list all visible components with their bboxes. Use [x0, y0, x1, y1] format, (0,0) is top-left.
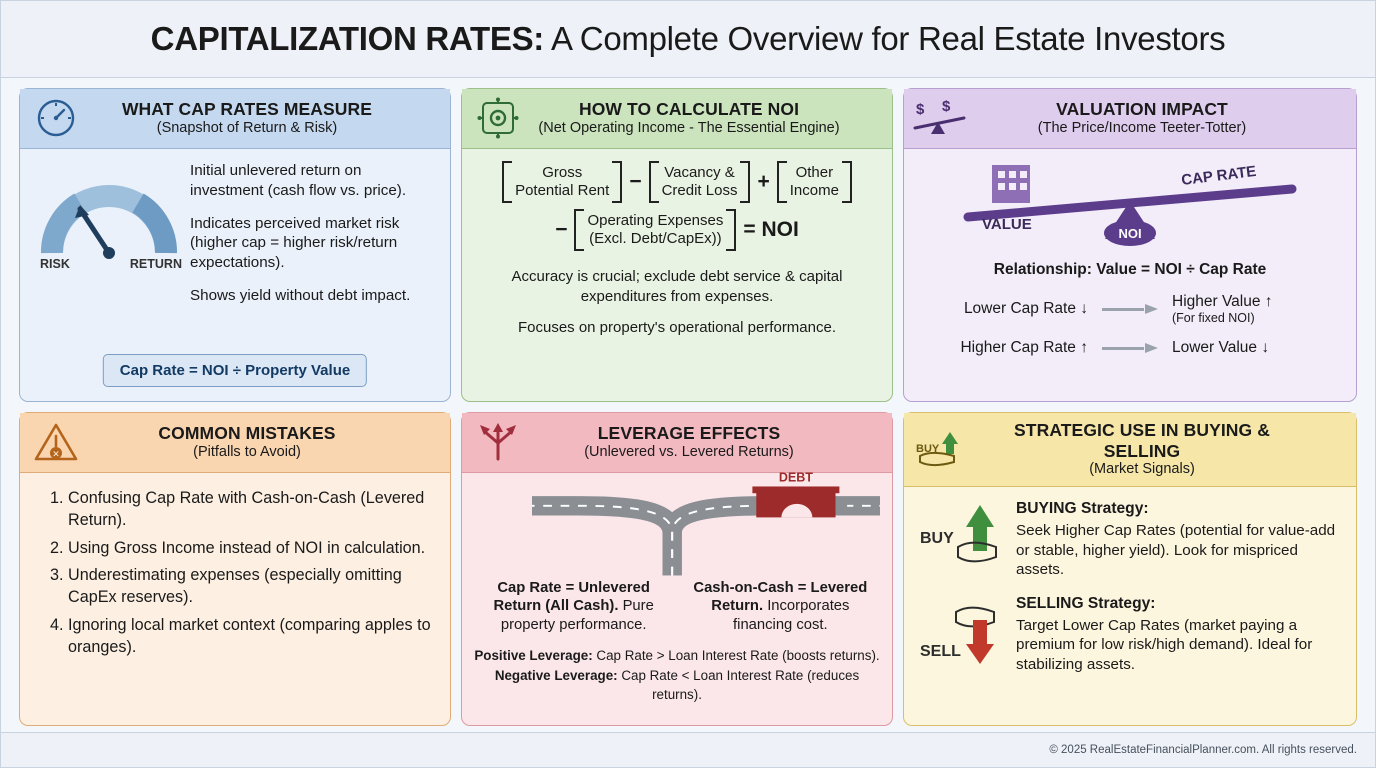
mistakes-list [42, 487, 432, 659]
cap-rate-formula: Cap Rate = NOI ÷ Property Value [103, 354, 367, 387]
buy-up-arrow-hand-icon [918, 499, 1004, 573]
card-header-text [532, 99, 880, 137]
selling-strategy-text [1016, 594, 1342, 674]
gauge-left-label: RISK [40, 257, 70, 271]
value-caprate-seesaw [918, 155, 1342, 259]
card-grid [1, 78, 1375, 732]
card-subtitle: (Net Operating Income - The Essential Engine) [538, 119, 840, 136]
valuation-row-left: Higher Cap Rate ↑ [960, 339, 1088, 356]
gauge-labels [40, 257, 182, 271]
list-item: 2. Using Gross Income instead of NOI in calculation. [68, 537, 432, 559]
seesaw-left-label: VALUE [982, 216, 1032, 233]
svg-text:$: $ [916, 101, 925, 118]
seesaw-right-label: CAP RATE [1180, 162, 1258, 189]
page-title [151, 20, 1226, 58]
term-text [512, 161, 612, 203]
card-subtitle: (Market Signals) [1089, 461, 1195, 478]
noi-result: = NOI [743, 218, 799, 241]
valuation-relationship: Relationship: Value = NOI ÷ Cap Rate [993, 261, 1267, 278]
measure-point: Initial unlevered return on investment (cash flow vs. price). [190, 162, 407, 199]
buy-hand-icon [916, 427, 964, 471]
debt-label: DEBT [778, 470, 813, 485]
svg-text:✕: ✕ [52, 449, 60, 459]
card-what-cap-rates-measure [19, 88, 451, 402]
operator-plus: + [757, 170, 770, 193]
sell-down-arrow-hand-icon [918, 594, 1004, 668]
buy-badge: BUY [920, 530, 954, 548]
term-line: (Excl. Debt/CapEx)) [589, 230, 722, 247]
valuation-row [918, 293, 1342, 325]
bracket-right [726, 209, 736, 251]
leverage-col-bold: Cash-on-Cash = Levered Return. [693, 580, 868, 615]
valuation-row-left: Lower Cap Rate ↓ [963, 300, 1088, 317]
page-title-strong: CAPITALIZATION RATES: [150, 20, 544, 57]
gauge-icon [32, 96, 80, 140]
arrow-right-icon [1102, 304, 1158, 314]
card-title: STRATEGIC USE IN BUYING & SELLING [1014, 420, 1270, 461]
card-header [904, 413, 1356, 487]
card-body [20, 473, 450, 725]
measure-point: Indicates perceived market risk (higher cap = higher risk/return expectations). [190, 214, 400, 271]
card-title: LEVERAGE EFFECTS [597, 423, 781, 444]
list-item: 4. Ignoring local market context (comparing apples to oranges). [68, 614, 432, 659]
leverage-note-label: Negative Leverage: [494, 667, 618, 683]
card-body [904, 149, 1356, 401]
operator-minus: − [555, 218, 568, 241]
term-text [659, 161, 741, 203]
valuation-row-right: Lower Value ↓ [1172, 339, 1270, 356]
noi-note: Accuracy is crucial; exclude debt service & capital expenditures from expenses. [511, 268, 843, 305]
card-header [462, 89, 892, 149]
card-how-to-calculate-noi [461, 88, 893, 402]
card-leverage-effects [461, 412, 893, 726]
buying-strategy-text [1016, 499, 1342, 579]
term-text [787, 161, 842, 203]
card-header-text [90, 423, 438, 461]
card-title: WHAT CAP RATES MEASURE [121, 99, 373, 120]
card-header-text [532, 423, 880, 461]
card-subtitle: (The Price/Income Teeter-Totter) [1037, 119, 1247, 136]
list-item: 1. Confusing Cap Rate with Cash-on-Cash (Levered Return). [68, 487, 432, 532]
svg-text:$: $ [942, 98, 951, 115]
leverage-notes [474, 646, 880, 704]
list-item: 3. Underestimating expenses (especially omitting CapEx reserves). [68, 564, 432, 609]
road-fork-diagram [474, 470, 880, 577]
valuation-row [918, 339, 1342, 357]
card-title: VALUATION IMPACT [1056, 99, 1228, 120]
card-header-text [974, 420, 1344, 478]
leverage-note [474, 646, 880, 665]
svg-text:BUY: BUY [916, 443, 940, 456]
card-subtitle: (Snapshot of Return & Risk) [156, 119, 338, 136]
bracket-right [612, 161, 622, 203]
page-title-light: A Complete Overview for Real Estate Investors [544, 20, 1226, 57]
seesaw-fulcrum-label: NOI [1118, 226, 1142, 241]
card-common-mistakes [19, 412, 451, 726]
selling-strategy-row [918, 594, 1342, 674]
term-line: Vacancy & [664, 164, 735, 181]
valuation-row-subnote: (For fixed NOI) [1172, 311, 1255, 325]
card-header-text [90, 99, 438, 137]
card-subtitle: (Unlevered vs. Levered Returns) [584, 443, 794, 460]
card-strategic-use [903, 412, 1357, 726]
warning-triangle-icon [32, 420, 80, 464]
bracket-left [574, 209, 584, 251]
leverage-col-text: Incorporates financing cost. [733, 598, 850, 633]
card-header-text [974, 99, 1344, 137]
leverage-column-unlevered [482, 579, 665, 634]
noi-equation-row-1 [476, 161, 878, 203]
card-header [20, 89, 450, 149]
risk-return-gauge [34, 161, 184, 291]
bracket-left [502, 161, 512, 203]
noi-term-vacancy [649, 161, 751, 203]
card-title: COMMON MISTAKES [158, 423, 336, 444]
bracket-right [842, 161, 852, 203]
noi-term-operating-expenses [574, 209, 736, 251]
term-line: Income [789, 182, 839, 199]
operator-minus: − [629, 170, 642, 193]
gear-network-icon [474, 96, 522, 140]
leverage-columns [474, 579, 880, 634]
bracket-left [649, 161, 659, 203]
selling-strategy-body: Target Lower Cap Rates (market paying a premium for low risk/high demand). Ideal for stabilizing assets. [1016, 616, 1313, 673]
term-line: Credit Loss [661, 182, 738, 199]
leverage-note [474, 666, 880, 705]
card-subtitle: (Pitfalls to Avoid) [193, 443, 301, 460]
buying-strategy-body: Seek Higher Cap Rates (potential for value-add or stable, higher yield). Look for mispriced assets. [1016, 522, 1336, 579]
leverage-col-text: Pure property performance. [500, 598, 654, 633]
valuation-row-right-wrap [1172, 293, 1342, 325]
noi-term-other-income [777, 161, 852, 203]
measure-point: Shows yield without debt impact. [190, 286, 411, 304]
bracket-left [777, 161, 787, 203]
footer [1, 732, 1375, 767]
card-header [462, 413, 892, 473]
term-line: Gross [542, 164, 583, 181]
noi-term-gross-rent [502, 161, 622, 203]
term-line: Operating Expenses [587, 212, 724, 229]
noi-note: Focuses on property's operational performance. [517, 319, 837, 336]
card-body [904, 487, 1356, 725]
gauge-right-label: RETURN [129, 257, 182, 271]
leverage-note-text: Cap Rate > Loan Interest Rate (boosts returns). [592, 648, 880, 664]
arrow-right-icon [1102, 343, 1158, 353]
sell-badge: SELL [920, 642, 961, 660]
leverage-col-bold: Cap Rate = Unlevered Return (All Cash). [493, 580, 650, 615]
card-body [462, 149, 892, 401]
term-line: Potential Rent [515, 182, 610, 199]
leverage-column-levered [689, 579, 872, 634]
card-body [462, 470, 892, 725]
noi-equation-row-2 [476, 209, 878, 251]
fork-arrows-icon [474, 420, 522, 464]
card-title: HOW TO CALCULATE NOI [578, 99, 800, 120]
card-body [20, 149, 450, 401]
noi-notes [476, 267, 878, 338]
card-header [20, 413, 450, 473]
card-header [904, 89, 1356, 149]
buying-strategy-row [918, 499, 1342, 579]
selling-strategy-heading: SELLING Strategy: [1016, 594, 1156, 612]
header [1, 1, 1375, 78]
valuation-row-right: Higher Value ↑ [1172, 293, 1273, 310]
leverage-note-label: Positive Leverage: [474, 648, 593, 664]
leverage-note-text: Cap Rate < Loan Interest Rate (reduces returns). [617, 667, 860, 703]
dollar-seesaw-icon [916, 96, 964, 140]
card-valuation-impact [903, 88, 1357, 402]
term-line: Other [795, 164, 834, 181]
copyright-text: © 2025 RealEstateFinancialPlanner.com. All rights reserved. [1049, 744, 1357, 756]
term-text [584, 209, 726, 251]
bracket-right [740, 161, 750, 203]
buying-strategy-heading: BUYING Strategy: [1016, 500, 1149, 518]
